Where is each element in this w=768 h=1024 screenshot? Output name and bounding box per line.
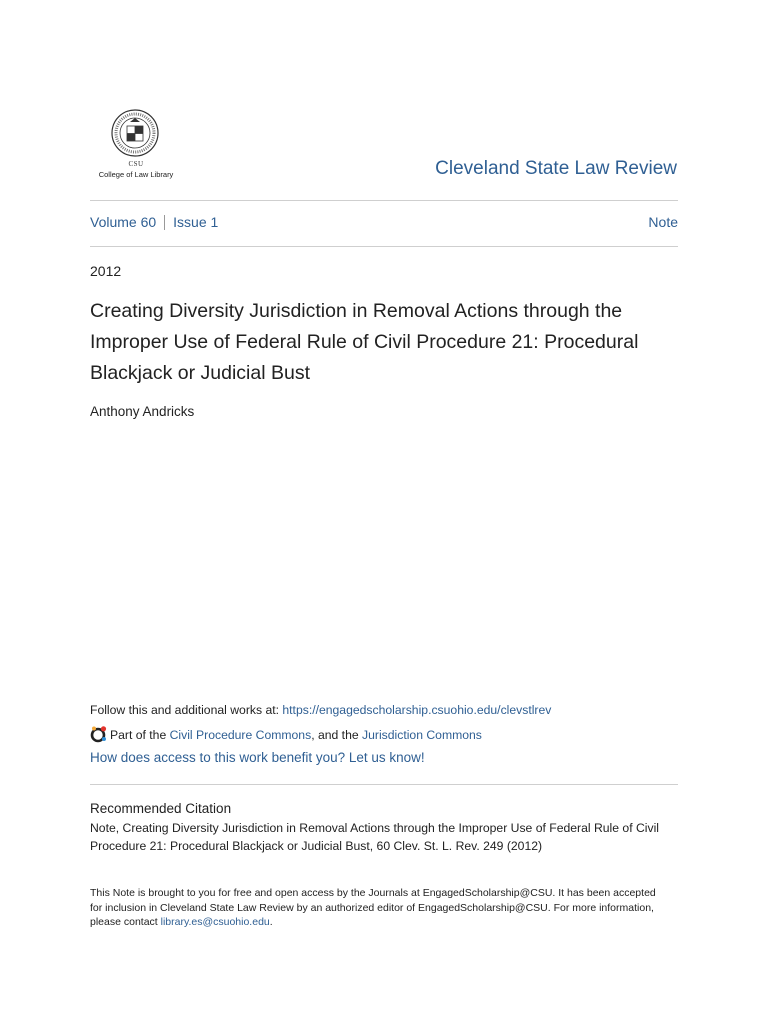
issue-bar	[90, 214, 678, 230]
jurisdiction-commons-link[interactable]: Jurisdiction Commons	[362, 728, 482, 742]
part-of-line	[90, 725, 482, 747]
and-the-text: , and the	[311, 728, 363, 742]
university-seal-icon	[110, 108, 160, 158]
citation-divider	[90, 784, 678, 785]
access-notice	[90, 886, 660, 930]
issue-separator	[164, 215, 165, 230]
part-of-prefix: Part of the	[110, 728, 170, 742]
network-commons-icon	[90, 725, 108, 743]
civil-procedure-commons-link[interactable]: Civil Procedure Commons	[169, 728, 312, 742]
access-notice-end: .	[269, 916, 273, 928]
issue-link[interactable]: Issue 1	[173, 214, 219, 230]
volume-link[interactable]: Volume 60	[90, 214, 157, 230]
issue-divider	[90, 246, 678, 247]
follow-prefix: Follow this and additional works at:	[90, 703, 283, 717]
publication-year: 2012	[90, 263, 122, 279]
logo-csu-text: CSU	[128, 160, 144, 168]
benefit-feedback-link[interactable]: How does access to this work benefit you? Let us know!	[90, 750, 425, 765]
article-title: Creating Diversity Jurisdiction in Removal Actions through the Improper Use of Federal Rule of Civil Procedure 21: Procedural Blackjack or Judicial Bust	[90, 300, 639, 384]
journal-title-link[interactable]: Cleveland State Law Review	[435, 158, 677, 179]
access-notice-text: This Note is brought to you for free and open access by the Journals at EngagedScholarship@CSU. It has been accepted for inclusion in Cleveland State Law Review by an authorized editor of EngagedScholarship@CSU. For more information, please contact	[90, 887, 656, 928]
contact-email-link[interactable]: library.es@csuohio.edu	[160, 916, 270, 928]
logo-library-text: College of Law Library	[98, 170, 174, 179]
article-author: Anthony Andricks	[90, 404, 195, 419]
repository-url-link[interactable]: https://engagedscholarship.csuohio.edu/clevstlrev	[282, 703, 552, 717]
top-divider	[90, 200, 678, 201]
citation-text: Note, Creating Diversity Jurisdiction in Removal Actions through the Improper Use of Federal Rule of Civil Procedure 21: Procedural Blackjack or Judicial Bust, 60 Clev. St. L. Rev. 249 (2012)	[90, 821, 659, 853]
follow-line	[90, 703, 551, 717]
article-type-link[interactable]: Note	[648, 214, 678, 230]
citation-heading: Recommended Citation	[90, 801, 232, 816]
